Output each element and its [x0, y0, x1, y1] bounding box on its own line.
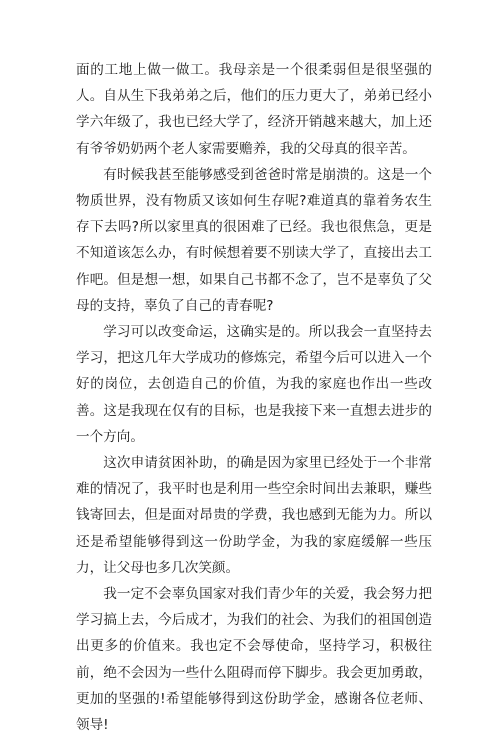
paragraph: 有时候我甚至能够感受到爸爸时常是崩溃的。这是一个物质世界，没有物质又该如何生存呢?难道真的靠着务农生存下去吗?所以家里真的很困难了已经。我也很焦急，更是不知道该怎么办，有时候想着要不别读大学了，直接出去工作吧。但是想一想，如果自己书都不念了，岂不是辜负了父母的支持，辜负了自己的青春呢?: [76, 166, 432, 314]
paragraph: 我一定不会辜负国家对我们青少年的关爱，我会努力把学习搞上去，今后成才，为我们的社会、为我们的祖国创造出更多的价值来。我也定不会辱使命，坚持学习，积极往前，绝不会因为一些什么阻碍而停下脚步。我会更加勇敢，更加的坚强的!希望能够得到这份助学金，感谢各位老师、领导!: [76, 586, 432, 734]
paragraph: 学习可以改变命运，这确实是的。所以我会一直坚持去学习，把这几年大学成功的修炼完，希望今后可以进入一个好的岗位，去创造自己的价值，为我的家庭也作出一些改善。这是我现在仅有的目标，也是我接下来一直想去进步的一个方向。: [76, 324, 432, 445]
paragraph-continuation: 面的工地上做一做工。我母亲是一个很柔弱但是很坚强的人。自从生下我弟弟之后，他们的压力更大了，弟弟已经小学六年级了，我也已经大学了，经济开销越来越大，加上还有爷爷奶奶两个老人家需要赡养，我的父母真的很辛苦。: [76, 62, 432, 157]
paragraph: 这次申请贫困补助，的确是因为家里已经处于一个非常难的情况了，我平时也是利用一些空余时间出去兼职，赚些钱寄回去，但是面对昂贵的学费，我也感到无能为力。所以还是希望能够得到这一份助学金，为我的家庭缓解一些压力，让父母也多几次笑颜。: [76, 455, 432, 576]
document-body: [76, 57, 432, 738]
